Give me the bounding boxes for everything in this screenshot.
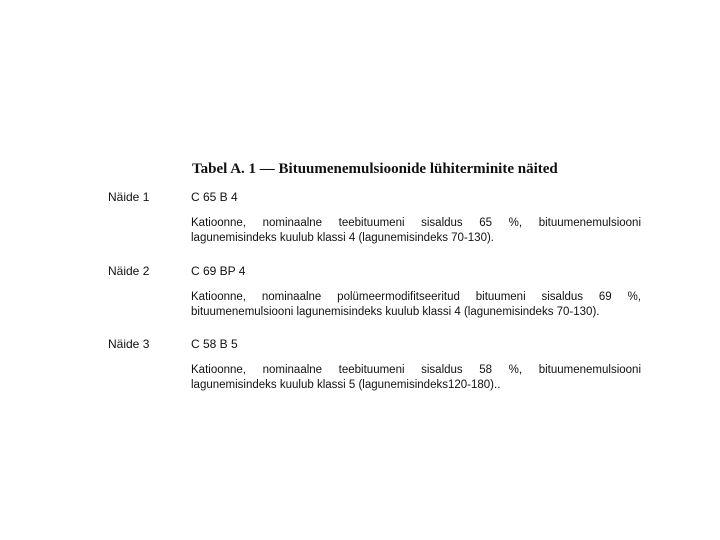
example-code: C 58 B 5	[191, 337, 238, 351]
example-label: Näide 3	[108, 337, 150, 351]
example-label: Näide 1	[108, 190, 150, 204]
example-description: Katioonne, nominaalne teebituumeni sisaldus 58 %, bituumenemulsiooni lagunemisindeks kuulub klassi 5 (lagunemisindeks120-180)..	[191, 364, 641, 391]
example-label: Näide 2	[108, 264, 150, 278]
table-title: Tabel A. 1 — Bituumenemulsioonide lühiterminite näited	[192, 161, 558, 177]
example-code: C 69 BP 4	[191, 264, 246, 278]
example-description: Katioonne, nominaalne teebituumeni sisaldus 65 %, bituumenemulsiooni lagunemisindeks kuulub klassi 4 (lagunemisindeks 70-130).	[191, 217, 641, 244]
example-code: C 65 B 4	[191, 190, 238, 204]
example-description: Katioonne, nominaalne polümeermodifitseeritud bituumeni sisaldus 69 %, bituumenemulsiooni lagunemisindeks kuulub klassi 4 (lagunemisindeks 70-130).	[191, 291, 641, 318]
